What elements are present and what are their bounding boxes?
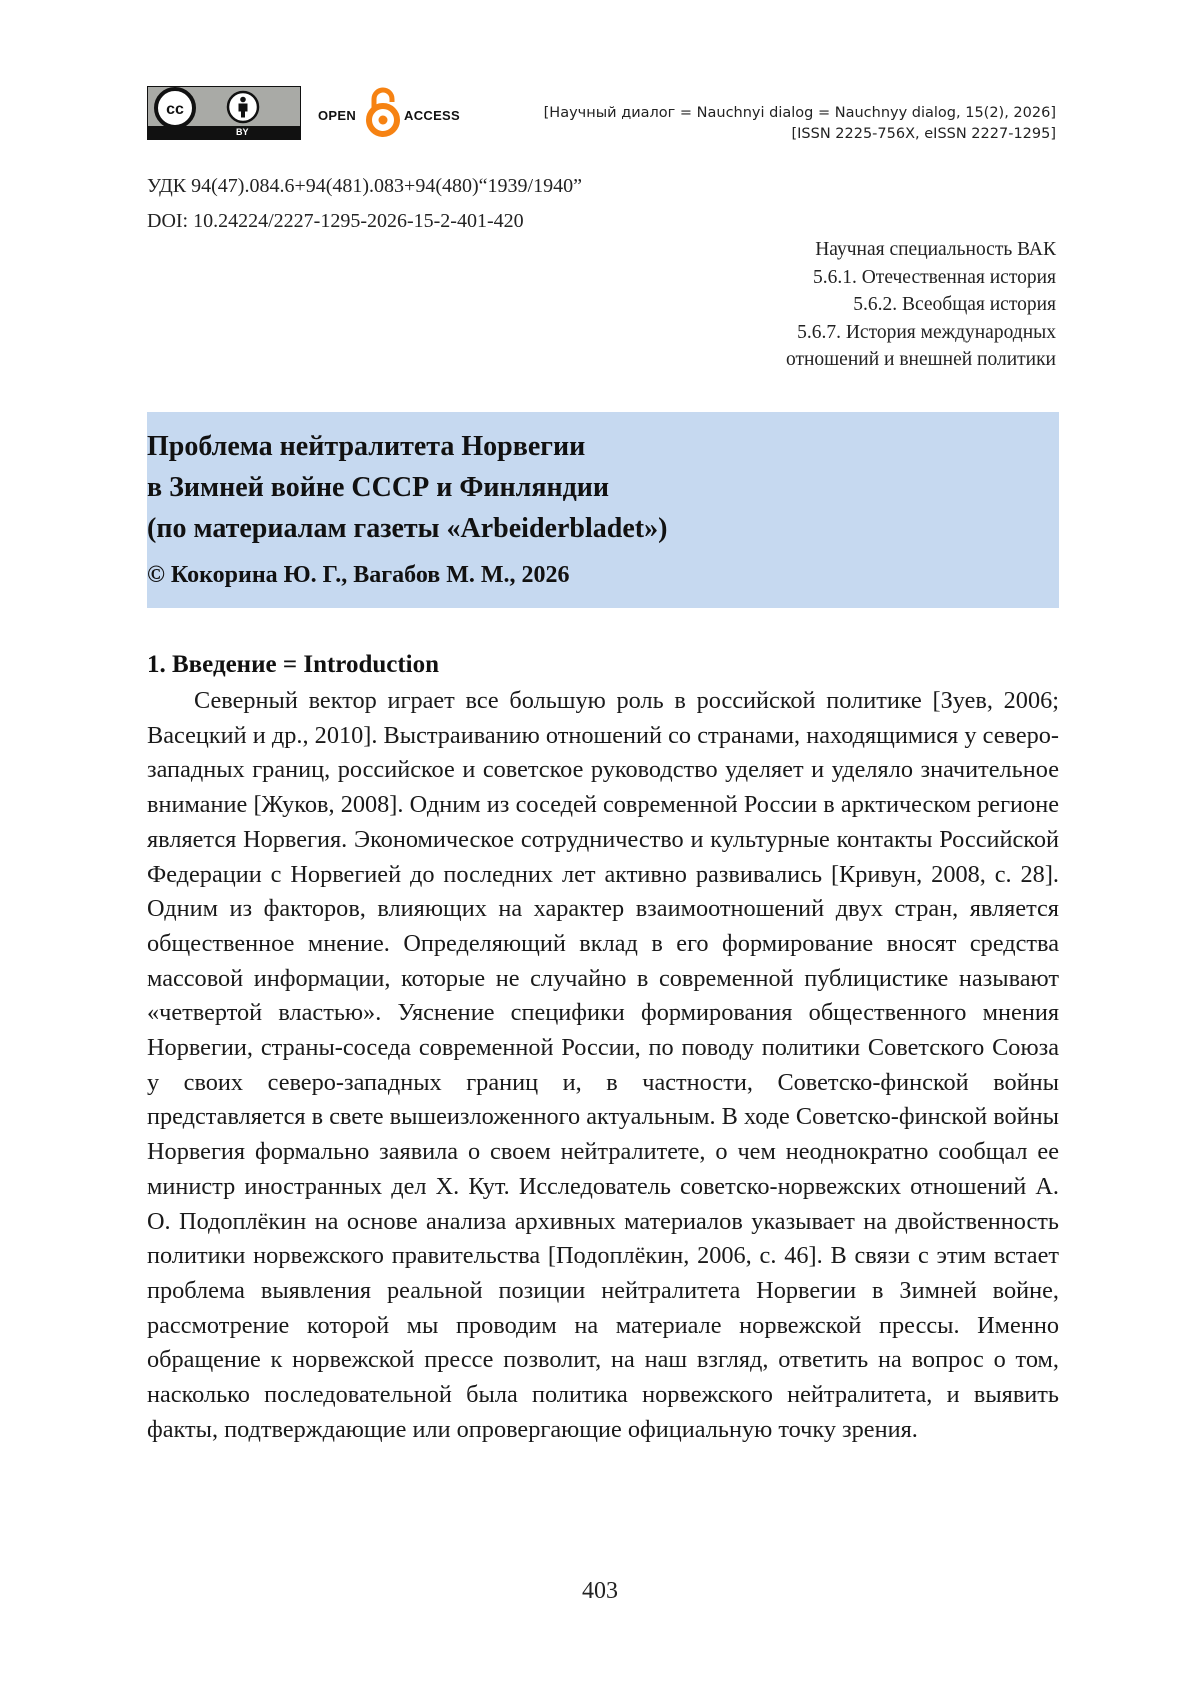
specialty-item: отношений и внешней политики xyxy=(785,349,1056,370)
article-authors: © Кокорина Ю. Г., Вагабов М. М., 2026 xyxy=(147,562,570,588)
open-access-access-label: ACCESS xyxy=(404,108,460,123)
open-access-logo xyxy=(318,86,468,138)
scientific-specialty xyxy=(786,236,1056,374)
page-number: 403 xyxy=(582,1578,618,1604)
creative-commons-icon xyxy=(152,85,198,131)
body-paragraph: Северный вектор играет все большую роль в российской политике [Зуев, 2006; Васецкий и др., 2010]. Выстраиванию отношений со странами, находящимися у северо-западных границ, российское и советское руководство уделяет и уделяло значительное внимание [Жуков, 2008]. Одним из соседей современной России в арктическом регионе является Норвегия. Экономическое сотрудничество и культурные контакты Российской Федерации с Норвегией до последних лет активно развивались [Кривун, 2008, с. 28]. Одним из факторов, влияющих на характер взаимоотношений двух стран, является общественное мнение. Определяющий вклад в его формирование вносят средства массовой информации, которые не случайно в современной публицистике называют «четвертой властью». Уяснение специфики формирования общественного мнения Норвегии, страны-соседа современной России, по поводу политики Советского Союза у своих северо-западных границ и, в частности, Советско-финской войны представляется в свете вышеизложенного актуальным. В ходе Советско-финской войны Норвегия формально заявила о своем нейтралитете, о чем неоднократно сообщал ее министр иностранных дел Х. Кут. Исследователь советско-норвежских отношений А. О. Подоплёкин на основе анализа архивных материалов указывает на двойственность политики норвежского правительства [Подоплёкин, 2006, с. 46]. В связи с этим встает проблема выявления реальной позиции нейтралитета Норвегии в Зимней войне, рассмотрение которой мы проводим на материале норвежской прессы. Именно обращение к норвежской прессе позволит, на наш взгляд, ответить на вопрос о том, насколько последовательной была политика норвежского нейтралитета, и выявить факты, подтверждающие или опровергающие официальную точку зрения. xyxy=(147,687,1059,1443)
section-heading: 1. Введение = Introduction xyxy=(147,651,440,678)
license-by-label: BY xyxy=(236,127,249,137)
article-title-block xyxy=(147,412,1059,608)
svg-text:cc: cc xyxy=(166,101,184,118)
open-access-lock-icon xyxy=(364,86,402,138)
specialty-item: 5.6.2. Всеобщая история xyxy=(853,294,1056,315)
title-line: в Зимней войне СССР и Финляндии xyxy=(147,472,610,503)
article-title xyxy=(147,426,667,549)
specialty-item: 5.6.7. История международных xyxy=(797,321,1056,343)
journal-citation: [Научный диалог = Nauchnyi dialog = Nauchnyy dialog, 15(2), 2026] xyxy=(543,105,1056,121)
doi-line: DOI: 10.24224/2227-1295-2026-15-2-401-420 xyxy=(147,210,524,232)
title-line: (по материалам газеты «Arbeiderbladet») xyxy=(147,513,668,544)
udk-code: УДК 94(47).084.6+94(481).083+94(480)“1939/1940” xyxy=(147,175,582,197)
specialty-item: 5.6.1. Отечественная история xyxy=(812,266,1056,288)
title-line: Проблема нейтралитета Норвегии xyxy=(147,431,586,462)
specialty-heading: Научная специальность ВАК xyxy=(815,239,1056,260)
journal-reference xyxy=(544,103,1056,145)
open-access-open-label: OPEN xyxy=(318,108,357,123)
journal-issn: [ISSN 2225-756X, eISSN 2227-1295] xyxy=(791,126,1056,142)
cc-by-license-badge xyxy=(147,86,301,140)
attribution-person-icon xyxy=(226,90,260,124)
license-strip xyxy=(148,126,300,139)
